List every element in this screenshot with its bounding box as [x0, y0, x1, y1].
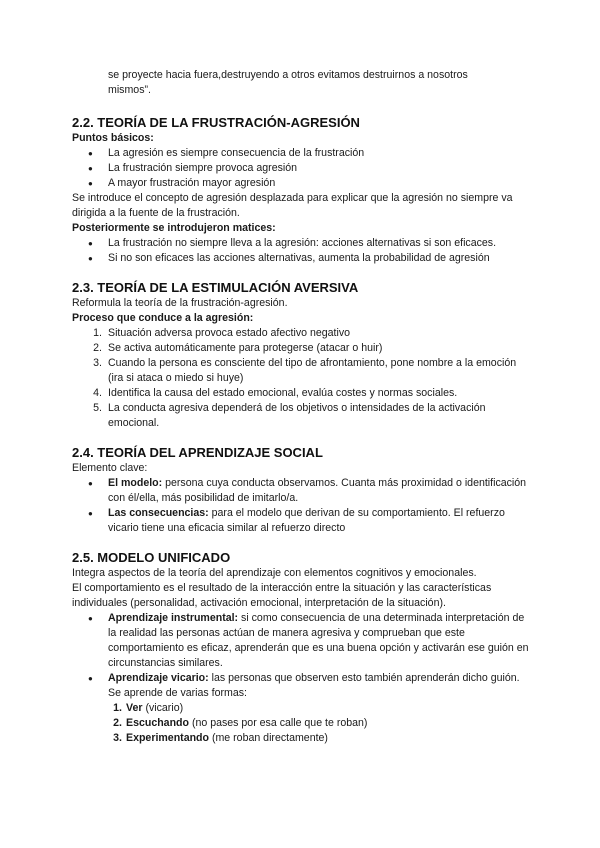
- list-item: [72, 671, 532, 686]
- section-aprendizaje-social: [72, 444, 532, 536]
- list-text: Identifica la causa del estado emocional, evalúa costes y normas sociales.: [108, 387, 458, 399]
- paragraph: Integra aspectos de la teoría del aprendizaje con elementos cognitivos y emocionales.: [72, 567, 477, 579]
- list-item: [72, 731, 532, 746]
- list-number: 3.: [113, 732, 122, 744]
- page-content: [72, 68, 532, 746]
- quote-line: se proyecte hacia fuera,destruyendo a otros evitamos destruirnos a nosotros: [108, 69, 468, 81]
- term: Experimentando: [126, 732, 210, 744]
- quote-line: mismos”.: [108, 84, 151, 96]
- term: Las consecuencias:: [108, 507, 209, 519]
- list-number: 2.: [93, 342, 102, 354]
- list-item: [72, 401, 532, 431]
- term: El modelo:: [108, 477, 163, 489]
- list-number: 2.: [113, 717, 122, 729]
- section-heading: 2.5. MODELO UNIFICADO: [72, 550, 231, 565]
- list-text: La conducta agresiva dependerá de los objetivos o intensidades de la activación emocional.: [108, 402, 486, 429]
- section-estimulacion-aversiva: [72, 279, 532, 431]
- list-item: ● La frustración siempre provoca agresión: [72, 161, 532, 176]
- list-item: [72, 611, 532, 671]
- term: Aprendizaje instrumental:: [108, 612, 239, 624]
- list-number: 5.: [93, 402, 102, 414]
- list-number: 3.: [93, 357, 102, 369]
- list-text: (vicario): [142, 702, 184, 714]
- list-number: 1.: [113, 702, 122, 714]
- list-item: [72, 476, 532, 506]
- list-text: (no pases por esa calle que te roban): [189, 717, 368, 729]
- list-text: Situación adversa provoca estado afectivo negativo: [108, 327, 351, 339]
- bullet-list: [72, 611, 532, 686]
- list-text: para el modelo que derivan de su comportamiento. El refuerzo vicario tiene una eficacia similar al refuerzo directo: [108, 507, 505, 534]
- list-item: [72, 386, 532, 401]
- list-text: (me roban directamente): [209, 732, 328, 744]
- quote-continuation: [72, 68, 532, 98]
- list-item: ● Si no son eficaces las acciones alternativas, aumenta la probabilidad de agresión: [72, 251, 532, 266]
- list-text: Se activa automáticamente para protegerse (atacar o huir): [108, 342, 383, 354]
- list-item: ● A mayor frustración mayor agresión: [72, 176, 532, 191]
- section-modelo-unificado: [72, 549, 532, 746]
- numbered-list: [72, 326, 532, 431]
- term: Aprendizaje vicario:: [108, 672, 209, 684]
- list-item: [72, 701, 532, 716]
- bullet-list: [72, 236, 532, 266]
- paragraph: El comportamiento es el resultado de la interacción entre la situación y las características individuales (personalidad, activación emocional, interpretación de la situación).: [72, 582, 492, 609]
- list-item: ● La frustración no siempre lleva a la agresión: acciones alternativas si son eficaces.: [72, 236, 532, 251]
- list-item: [72, 341, 532, 356]
- subheading: Proceso que conduce a la agresión:: [72, 312, 254, 324]
- list-item: [72, 506, 532, 536]
- list-text: Cuando la persona es consciente del tipo de afrontamiento, pone nombre a la emoción (ira si ataca o miedo si huye): [108, 357, 517, 384]
- paragraph: Reformula la teoría de la frustración-agresión.: [72, 297, 288, 309]
- paragraph: Elemento clave:: [72, 462, 148, 474]
- paragraph: Se aprende de varias formas:: [108, 687, 247, 699]
- bullet-list: [72, 476, 532, 536]
- list-text: las personas que observen esto también aprenderán dicho guión.: [208, 672, 520, 684]
- term: Escuchando: [126, 717, 189, 729]
- list-number: 1.: [93, 327, 102, 339]
- bullet-list: [72, 146, 532, 191]
- numbered-sublist: [72, 701, 532, 746]
- list-item: [72, 716, 532, 731]
- list-item: [72, 326, 532, 341]
- section-heading: 2.3. TEORÍA DE LA ESTIMULACIÓN AVERSIVA: [72, 280, 359, 295]
- list-item: [72, 356, 532, 386]
- term: Ver: [126, 702, 143, 714]
- subheading: Puntos básicos:: [72, 132, 154, 144]
- section-heading: 2.4. TEORÍA DEL APRENDIZAJE SOCIAL: [72, 445, 323, 460]
- list-text: si como consecuencia de una determinada interpretación de la realidad las personas actúan de manera agresiva y comprueban que este comportamiento es eficaz, aprenderán que es una buena opción y activarán ese guión en circunstancias similares.: [108, 612, 529, 669]
- section-frustracion-agresion: [72, 114, 532, 266]
- paragraph: Se introduce el concepto de agresión desplazada para explicar que la agresión no siempre va dirigida a la fuente de la frustración.: [72, 192, 513, 219]
- list-text: persona cuya conducta observamos. Cuanta más proximidad o identificación con él/ella, más posibilidad de imitarlo/a.: [108, 477, 527, 504]
- list-number: 4.: [93, 387, 102, 399]
- section-heading: 2.2. TEORÍA DE LA FRUSTRACIÓN-AGRESIÓN: [72, 115, 360, 130]
- subheading: Posteriormente se introdujeron matices:: [72, 222, 276, 234]
- list-item: ● La agresión es siempre consecuencia de la frustración: [72, 146, 532, 161]
